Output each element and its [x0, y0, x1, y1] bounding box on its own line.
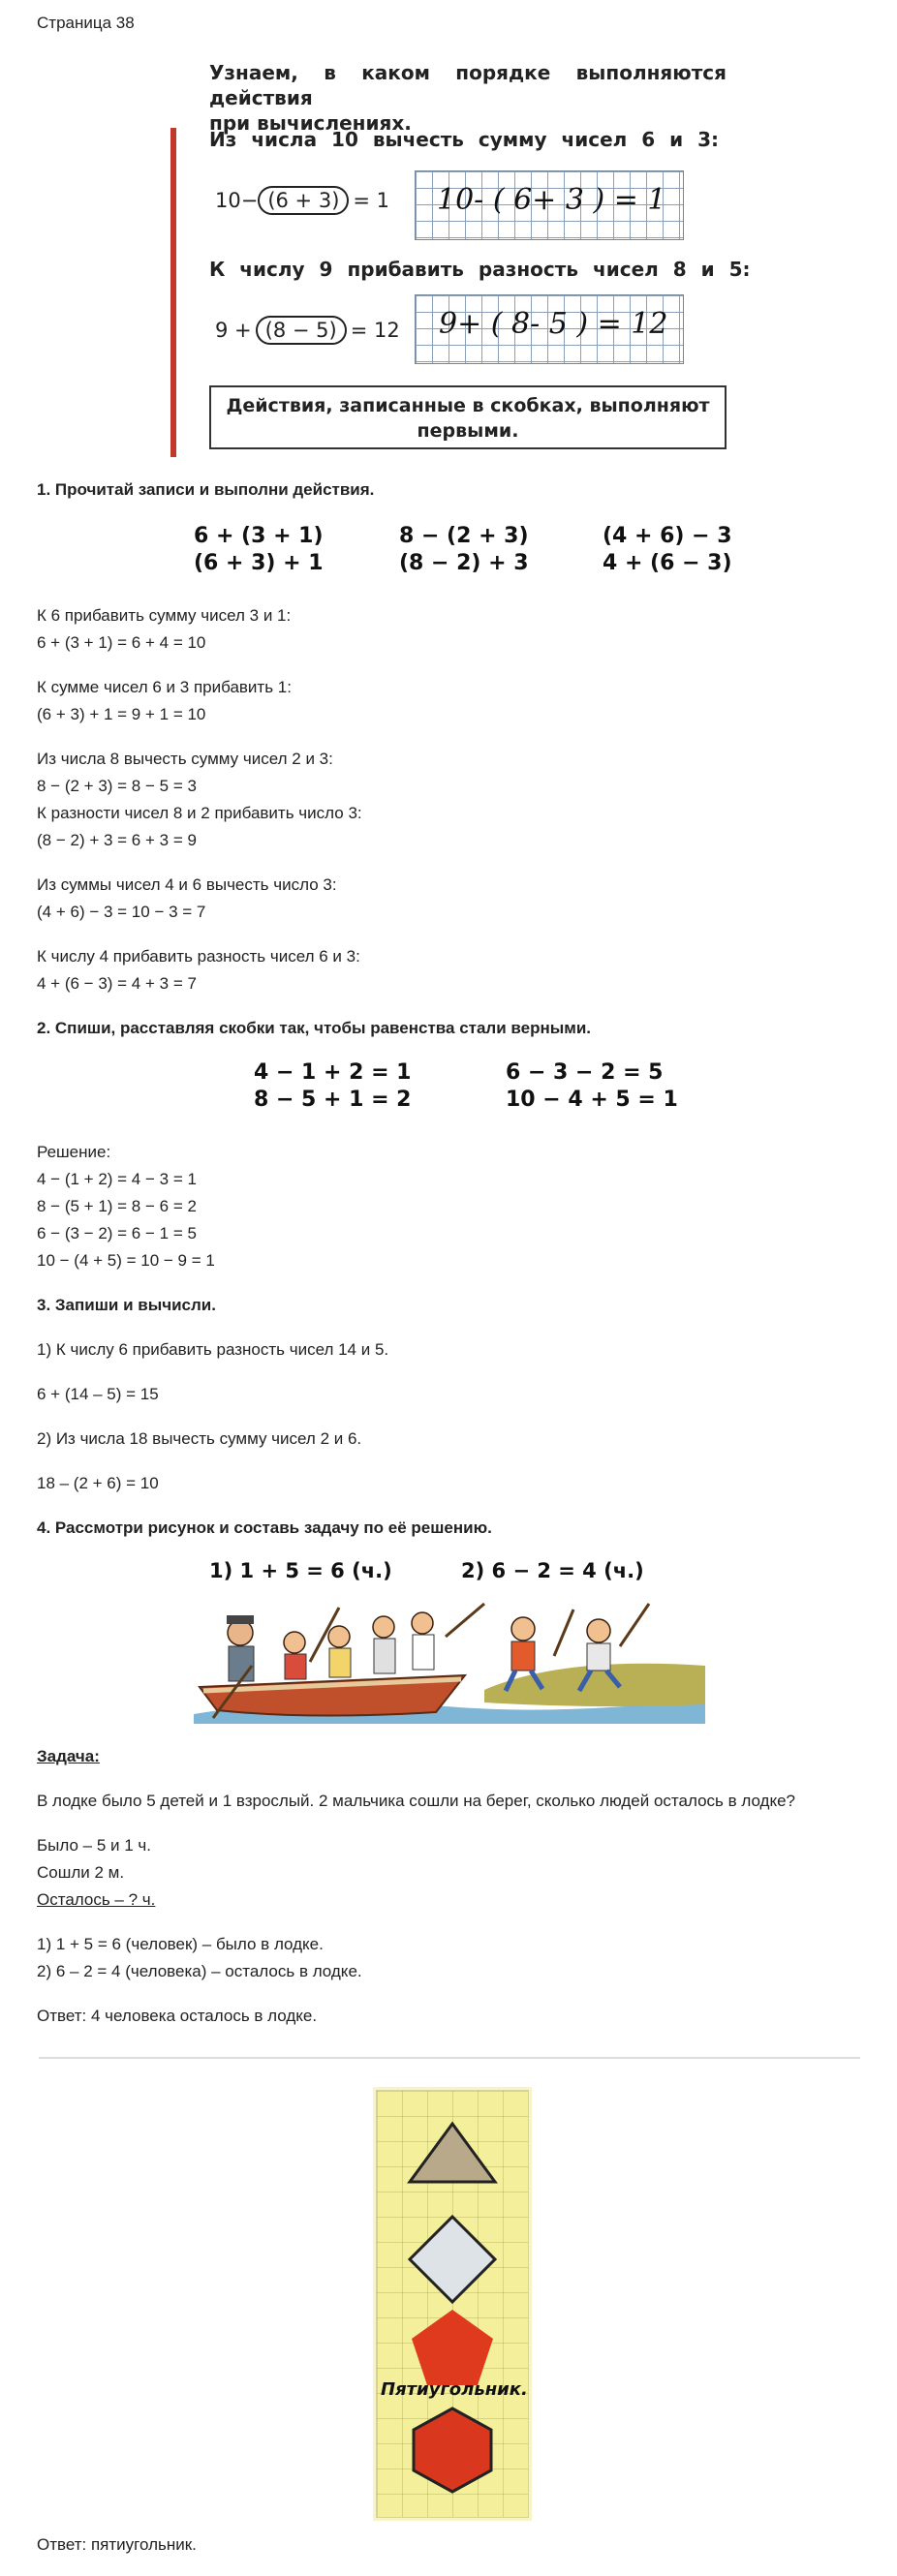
task1-line: К разности чисел 8 и 2 прибавить число 3:	[37, 804, 362, 822]
rule-example2-grid	[415, 294, 684, 364]
pentagon-shape	[408, 2306, 497, 2389]
task1-line: (8 − 2) + 3 = 6 + 3 = 9	[37, 831, 197, 849]
child	[412, 1612, 434, 1670]
rule-example2-oval: (8 − 5)	[256, 316, 347, 345]
rule-example1-text: Из числа 10 вычесть сумму чисел 6 и 3:	[209, 128, 720, 151]
triangle-shape	[406, 2120, 499, 2188]
task1-line: 6 + (3 + 1) = 6 + 4 = 10	[37, 633, 206, 652]
shapes-panel	[376, 2090, 529, 2518]
rule-title	[209, 60, 727, 136]
boat-illustration	[194, 1598, 705, 1724]
child	[373, 1616, 395, 1673]
task2-expr: 10 − 4 + 5 = 1	[506, 1088, 678, 1112]
task2-expr: 4 − 1 + 2 = 1	[254, 1060, 412, 1085]
task1-expr: (8 − 2) + 3	[399, 551, 529, 575]
task1-line: Из суммы чисел 4 и 6 вычесть число 3:	[37, 875, 337, 894]
task2-expr-col1	[254, 1059, 412, 1114]
task3-answer: 18 – (2 + 6) = 10	[37, 1474, 159, 1492]
rule-example2-text: К числу 9 прибавить разность чисел 8 и 5:	[209, 258, 751, 281]
rule-example1-prefix: 10−	[215, 189, 259, 212]
pentagon-caption: Пятиугольник.	[381, 2379, 528, 2400]
rule-example1-expression	[215, 186, 389, 215]
rule-title-line2: при вычислениях.	[209, 111, 412, 135]
adult-rower	[227, 1615, 254, 1681]
task4-was: Было – 5 и 1 ч.	[37, 1836, 151, 1855]
task1-heading: 1. Прочитай записи и выполни действия.	[37, 480, 375, 499]
task4-formula2: 2) 6 − 2 = 4 (ч.)	[461, 1559, 644, 1582]
task1-expr-col2	[399, 523, 529, 577]
rule-example2-prefix: 9 +	[215, 319, 252, 342]
rule-example1-suffix: = 1	[353, 189, 390, 212]
task4-heading: 4. Рассмотри рисунок и составь задачу по её решению.	[37, 1518, 492, 1537]
rule-box-line1: Действия, записанные в скобках, выполняют	[226, 395, 710, 416]
page-title: Страница 38	[37, 14, 135, 32]
rule-example2-suffix: = 12	[350, 319, 400, 342]
task2-heading: 2. Спиши, расставляя скобки так, чтобы равенства стали верными.	[37, 1019, 591, 1037]
task4-problem-label: Задача:	[37, 1747, 100, 1765]
task2-expr: 6 − 3 − 2 = 5	[506, 1060, 664, 1085]
task1-expr-col3	[603, 523, 732, 577]
task2-expr-col2	[506, 1059, 678, 1114]
task1-expr-col1	[194, 523, 324, 577]
task3-item: 1) К числу 6 прибавить разность чисел 14 и 5.	[37, 1340, 389, 1359]
task4-step: 1) 1 + 5 = 6 (человек) – было в лодке.	[37, 1935, 324, 1953]
task1-line: К 6 прибавить сумму чисел 3 и 1:	[37, 606, 292, 625]
child	[284, 1632, 306, 1679]
rule-example2-handwritten: 9+ ( 8- 5 ) = 12	[439, 307, 668, 341]
task3-heading: 3. Запиши и вычисли.	[37, 1296, 216, 1314]
rule-example1-grid	[415, 170, 684, 240]
section-divider	[39, 2057, 860, 2059]
task4-step: 2) 6 – 2 = 4 (человека) – осталось в лодке.	[37, 1962, 362, 1980]
task2-solution: 8 − (5 + 1) = 8 − 6 = 2	[37, 1197, 197, 1215]
task1-line: Из числа 8 вычесть сумму чисел 2 и 3:	[37, 750, 333, 768]
task1-line: 4 + (6 − 3) = 4 + 3 = 7	[37, 974, 197, 993]
task1-expr: 6 + (3 + 1)	[194, 524, 324, 548]
task1-expr: 8 − (2 + 3)	[399, 524, 529, 548]
task1-line: (6 + 3) + 1 = 9 + 1 = 10	[37, 705, 206, 723]
task1-expr: 4 + (6 − 3)	[603, 551, 732, 575]
rule-red-bar	[170, 128, 176, 457]
rule-box-line2: первыми.	[417, 420, 519, 442]
child	[328, 1626, 351, 1677]
task4-problem-text: В лодке было 5 детей и 1 взрослый. 2 мальчика сошли на берег, сколько людей осталось в лодке?	[37, 1792, 796, 1810]
task3-answer: 6 + (14 – 5) = 15	[37, 1385, 159, 1403]
rule-title-line1: Узнаем, в каком порядке выполняются действия	[209, 61, 727, 109]
task2-solution: 4 − (1 + 2) = 4 − 3 = 1	[37, 1170, 197, 1188]
task4-remain: Осталось – ? ч.	[37, 1890, 156, 1909]
rule-example1-handwritten: 10- ( 6+ 3 ) = 1	[437, 183, 666, 217]
shapes-answer: Ответ: пятиугольник.	[37, 2535, 197, 2554]
hexagon-shape	[410, 2405, 495, 2496]
task1-line: К сумме чисел 6 и 3 прибавить 1:	[37, 678, 292, 696]
task3-item: 2) Из числа 18 вычесть сумму чисел 2 и 6.	[37, 1429, 362, 1448]
task2-expr: 8 − 5 + 1 = 2	[254, 1088, 412, 1112]
task1-expr: (6 + 3) + 1	[194, 551, 324, 575]
rule-example1-oval: (6 + 3)	[258, 186, 349, 215]
task2-solution-label: Решение:	[37, 1143, 111, 1161]
task4-formula1: 1) 1 + 5 = 6 (ч.)	[209, 1559, 392, 1582]
task4-left: Сошли 2 м.	[37, 1863, 125, 1882]
task1-line: К числу 4 прибавить разность чисел 6 и 3:	[37, 947, 360, 966]
task2-solution: 6 − (3 − 2) = 6 − 1 = 5	[37, 1224, 197, 1242]
rule-example2-expression	[215, 316, 400, 345]
task4-answer: Ответ: 4 человека осталось в лодке.	[37, 2007, 318, 2025]
diamond-shape	[406, 2213, 499, 2306]
task1-line: (4 + 6) − 3 = 10 − 3 = 7	[37, 903, 206, 921]
rule-box	[209, 385, 727, 449]
task1-expr: (4 + 6) − 3	[603, 524, 732, 548]
task2-solution: 10 − (4 + 5) = 10 − 9 = 1	[37, 1251, 215, 1270]
task1-line: 8 − (2 + 3) = 8 − 5 = 3	[37, 777, 197, 795]
